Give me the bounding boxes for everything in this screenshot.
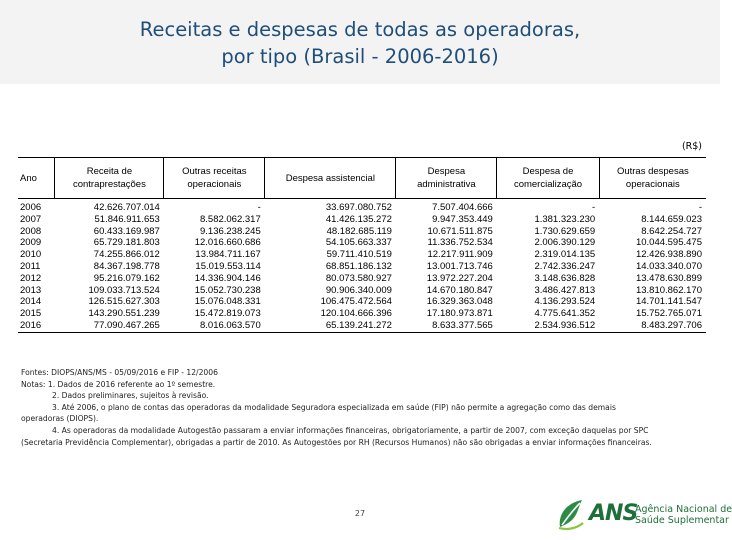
table-row: [18, 296, 706, 308]
value-cell: 11.336.752.534: [427, 237, 493, 249]
year-cell: 2009: [20, 237, 42, 249]
table-row: [18, 261, 706, 273]
footnotes: [21, 367, 711, 448]
value-cell: 80.073.580.927: [325, 272, 392, 284]
header-cell: Outras despesas operacionais: [616, 166, 689, 190]
note-sources: Fontes: DIOPS/ANS/MS - 05/09/2016 e FIP - 12/2006: [21, 368, 218, 377]
year-cell: 2015: [20, 308, 42, 320]
table-row: [18, 308, 706, 320]
title-line-2: por tipo (Brasil - 2006-2016): [221, 45, 499, 68]
title-line-1: Receitas e despesas de todas as operadoras,: [139, 18, 581, 41]
header-outras-despesas: [599, 158, 706, 199]
value-cell: 68.851.186.132: [325, 260, 392, 272]
value-cell: 42.626.707.014: [93, 202, 160, 213]
value-cell: 8.633.377.565: [396, 320, 497, 332]
value-cell: 14.701.141.547: [635, 296, 702, 308]
value-cell: 60.433.169.987: [93, 225, 160, 237]
value-cell: 48.182.685.119: [326, 225, 392, 237]
value-cell: -: [698, 202, 702, 213]
year-cell: 2007: [20, 213, 42, 225]
logo-name: [635, 504, 732, 526]
table-row: [18, 273, 706, 285]
value-cell: 9.947.353.449: [432, 213, 493, 225]
year-cell: 2012: [20, 272, 42, 284]
value-cell: -: [592, 202, 596, 213]
value-cell: 17.180.973.871: [426, 308, 493, 320]
note-1: Notas: 1. Dados de 2016 referente ao 1º semestre.: [21, 379, 216, 389]
value-cell: 8.144.659.023: [641, 213, 702, 225]
value-cell: 2.319.014.135: [534, 249, 596, 261]
table-row: [18, 199, 706, 214]
value-cell: 12.426.938.890: [635, 249, 702, 261]
value-cell: 1.381.323.230: [534, 213, 596, 225]
financial-table: [18, 157, 706, 333]
value-cell: 33.697.080.752: [325, 202, 392, 213]
value-cell: 10.044.595.475: [635, 237, 702, 249]
value-cell: 51.846.911.653: [94, 213, 160, 225]
value-cell: 13.972.227.204: [426, 272, 493, 284]
value-cell: 2.742.336.247: [534, 260, 596, 272]
header-cell: Despesa administrativa: [417, 166, 476, 190]
slide-title: [0, 16, 720, 70]
value-cell: 14.336.904.146: [194, 272, 261, 284]
table-row: [18, 226, 706, 238]
value-cell: 13.984.711.167: [195, 249, 261, 261]
table-row: [18, 285, 706, 297]
value-cell: 1.730.629.659: [534, 225, 596, 237]
value-cell: 15.472.819.073: [194, 308, 261, 320]
value-cell: 126.515.627.303: [88, 296, 160, 308]
value-cell: 14.670.180.847: [426, 284, 493, 296]
year-cell: 2008: [20, 225, 42, 237]
value-cell: 3.148.636.828: [534, 272, 596, 284]
note-3: 3. Até 2006, o plano de contas das operadoras da modalidade Seguradora especializada em saúde (FIP) não permite a agregação como das demais: [52, 402, 616, 412]
value-cell: 10.671.511.875: [427, 225, 493, 237]
table-header-row: [18, 158, 706, 199]
year-cell: 2010: [20, 249, 42, 261]
value-cell: 9.136.238.245: [199, 225, 261, 237]
header-cell: Despesa assistencial: [285, 172, 375, 184]
value-cell: 8.642.254.727: [641, 225, 702, 237]
header-year: [18, 158, 55, 199]
value-cell: 14.033.340.070: [635, 260, 702, 272]
value-cell: 41.426.135.272: [325, 213, 392, 225]
note-2: 2. Dados preliminares, sujeitos à revisão.: [52, 391, 209, 401]
logo-line-2: Saúde Suplementar: [635, 515, 729, 526]
note-4: 4. As operadoras da modalidade Autogestão passaram a enviar informações financeiras, obrigatoriamente, a partir de 2007, com exceção daquelas por SPC: [52, 425, 649, 435]
ans-logo: [556, 497, 732, 533]
value-cell: 4.136.293.524: [534, 296, 596, 308]
value-cell: 90.906.340.009: [325, 284, 392, 296]
value-cell: 2.534.936.512: [497, 320, 599, 332]
value-cell: 54.105.663.337: [325, 237, 392, 249]
value-cell: 13.478.630.899: [635, 272, 702, 284]
value-cell: 15.019.553.114: [195, 260, 261, 272]
header-outras-receitas: [164, 158, 265, 199]
value-cell: 143.290.551.239: [88, 308, 160, 320]
value-cell: 12.016.660.686: [194, 237, 261, 249]
header-cell: Outras receitas operacionais: [182, 166, 247, 190]
table-row: [18, 237, 706, 249]
value-cell: 77.090.467.265: [55, 320, 164, 332]
header-cell: Ano: [20, 172, 37, 184]
value-cell: 120.104.666.396: [320, 308, 392, 320]
value-cell: 7.507.404.666: [432, 202, 493, 213]
ans-leaf-icon: [556, 497, 586, 531]
year-cell: 2013: [20, 284, 42, 296]
table-row: [18, 214, 706, 226]
currency-label: (R$): [681, 141, 702, 152]
value-cell: -: [257, 202, 261, 213]
header-cell: Receita de contraprestações: [72, 166, 146, 190]
value-cell: 109.033.713.524: [88, 284, 160, 296]
value-cell: 15.076.048.331: [194, 296, 261, 308]
value-cell: 12.217.911.909: [427, 249, 493, 261]
value-cell: 13.810.862.170: [635, 284, 702, 296]
value-cell: 8.483.297.706: [599, 320, 706, 332]
value-cell: 84.367.198.778: [93, 260, 160, 272]
year-cell: 2011: [20, 260, 41, 272]
value-cell: 3.486.427.813: [534, 284, 596, 296]
value-cell: 4.775.641.352: [534, 308, 596, 320]
note-4-cont: (Secretaria Previdência Complementar), obrigadas a partir de 2010. As Autogestões por RH (Recursos Humanos) não são obrigadas a enviar informações financeiras.: [21, 437, 652, 447]
value-cell: 8.582.062.317: [199, 213, 261, 225]
value-cell: 2.006.390.129: [534, 237, 596, 249]
year-cell: 2006: [20, 202, 42, 213]
header-despesa-administrativa: [396, 158, 497, 199]
value-cell: 74.255.866.012: [93, 249, 160, 261]
value-cell: 15.052.730.238: [194, 284, 261, 296]
value-cell: 65.139.241.272: [265, 320, 396, 332]
value-cell: 13.001.713.746: [426, 260, 493, 272]
value-cell: 65.729.181.803: [93, 237, 160, 249]
header-despesa-assistencial: [265, 158, 396, 199]
value-cell: 59.711.410.519: [326, 249, 392, 261]
table-body: [18, 199, 706, 333]
header-despesa-comercializacao: [497, 158, 599, 199]
page-number: 27: [354, 509, 366, 518]
value-cell: 15.752.765.071: [635, 308, 702, 320]
header-cell: Despesa de comercialização: [513, 166, 583, 190]
header-receita: [55, 158, 164, 199]
logo-line-1: Agência Nacional de: [635, 504, 732, 515]
value-cell: 95.216.079.162: [93, 272, 160, 284]
year-cell: 2014: [20, 296, 42, 308]
value-cell: 8.016.063.570: [164, 320, 265, 332]
year-cell: 2016: [18, 320, 55, 332]
table-row: [18, 320, 706, 332]
logo-acronym: ANS: [589, 501, 638, 526]
value-cell: 106.475.472.564: [320, 296, 392, 308]
value-cell: 16.329.363.048: [426, 296, 493, 308]
table-row: [18, 249, 706, 261]
note-3-cont: operadoras (DIOPS).: [21, 414, 99, 424]
